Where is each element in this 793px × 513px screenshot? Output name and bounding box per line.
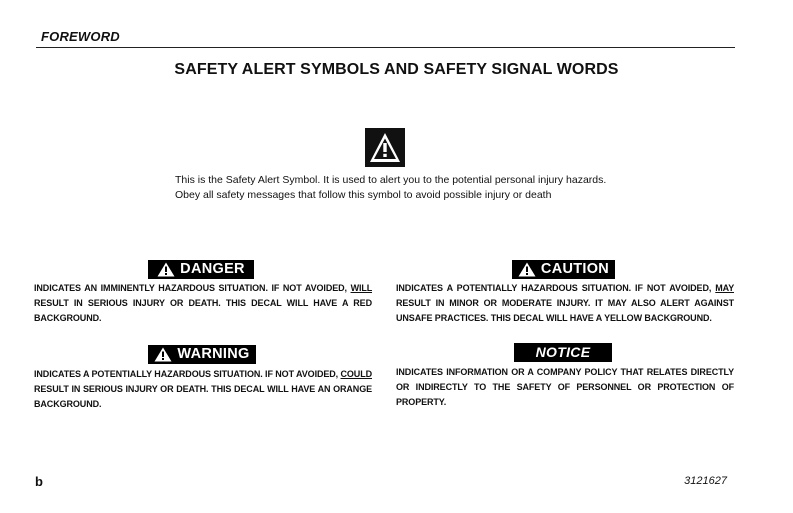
header-divider [36,47,735,48]
danger-signal-word [148,260,254,279]
warning-description [34,367,372,412]
safety-alert-symbol-icon [365,128,405,167]
danger-description [34,281,372,326]
warning-emphasis: COULD [340,369,372,379]
caution-text-end: RESULT IN MINOR OR MODERATE INJURY. IT MAY ALSO ALERT AGAINST UNSAFE PRACTICES. THIS DECAL WILL HAVE A YELLOW BACKGROUND. [396,298,734,323]
warning-label: WARNING [177,346,250,362]
warning-text-end: RESULT IN SERIOUS INJURY OR DEATH. THIS DECAL WILL HAVE AN ORANGE BACKGROUND. [34,384,372,409]
caution-text-start: INDICATES A POTENTIALLY HAZARDOUS SITUATION. IF NOT AVOIDED, [396,283,716,293]
section-header: FOREWORD [41,29,120,44]
danger-text-start: INDICATES AN IMMINENTLY HAZARDOUS SITUATION. IF NOT AVOIDED, [34,283,351,293]
warning-triangle-icon [154,347,172,362]
warning-text-start: INDICATES A POTENTIALLY HAZARDOUS SITUATION. IF NOT AVOIDED, [34,369,341,379]
warning-triangle-icon [518,262,536,277]
page-number: b [35,474,43,489]
caution-signal-word [512,260,615,279]
danger-label: DANGER [180,261,245,277]
warning-signal-word [148,345,256,364]
page-title: SAFETY ALERT SYMBOLS AND SAFETY SIGNAL WORDS [174,61,619,78]
safety-alert-description: This is the Safety Alert Symbol. It is used to alert you to the potential personal injury hazards. Obey all safety messages that follow this symbol to avoid possible injury or death [175,174,607,201]
notice-signal-word [514,343,612,362]
notice-label: NOTICE [535,344,591,360]
caution-description [396,281,734,326]
document-number: 3121627 [684,475,727,487]
danger-text-end: RESULT IN SERIOUS INJURY OR DEATH. THIS DECAL WILL HAVE A RED BACKGROUND. [34,298,372,323]
caution-emphasis: MAY [715,283,734,293]
danger-emphasis: WILL [350,283,372,293]
warning-triangle-icon [157,262,175,277]
notice-description: INDICATES INFORMATION OR A COMPANY POLICY THAT RELATES DIRECTLY OR INDIRECTLY TO THE SAFETY OF PERSONNEL OR PROTECTION OF PROPERTY. [396,367,734,407]
caution-label: CAUTION [540,261,610,277]
